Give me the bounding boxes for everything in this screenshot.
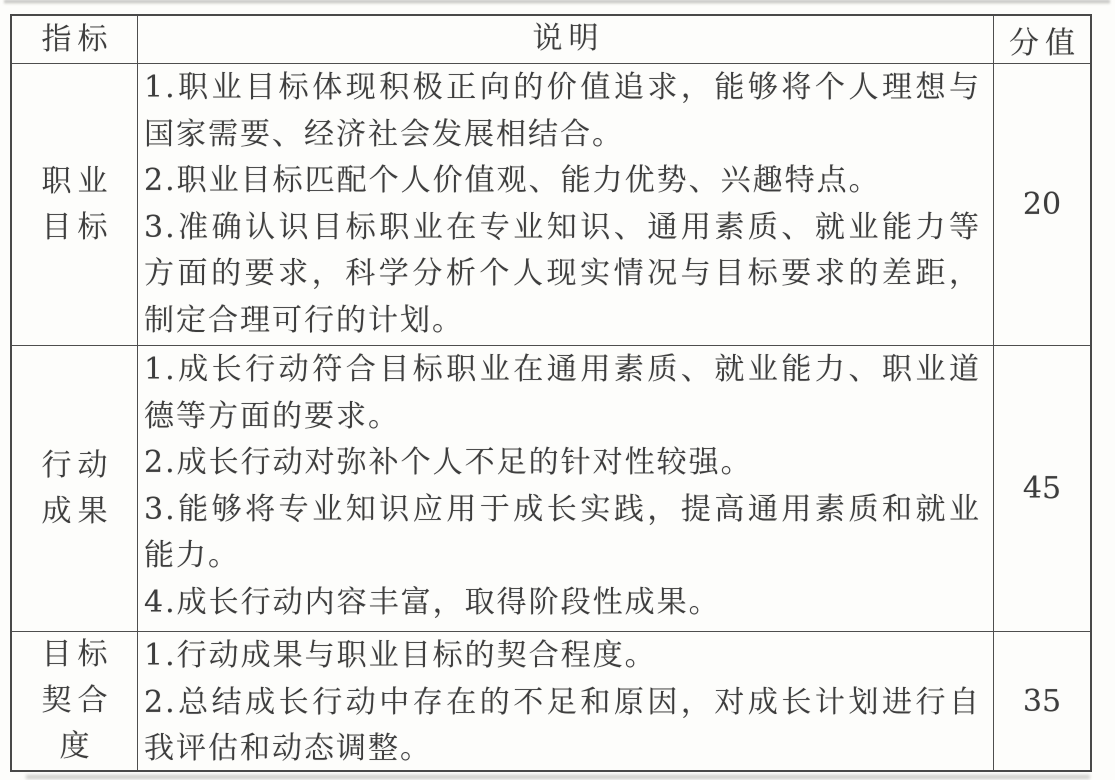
description-line: 3.能够将专业知识应用于成长实践，提高通用素质和就业 bbox=[144, 491, 981, 527]
indicator-cell bbox=[12, 346, 138, 631]
description-cell bbox=[138, 346, 994, 631]
description-line: 1.职业目标体现积极正向的价值追求，能够将个人理想与 bbox=[144, 70, 981, 105]
indicator-line: 契合 bbox=[41, 683, 114, 718]
header-score-label: 分值 bbox=[1009, 25, 1081, 61]
score-cell: 45 bbox=[1022, 471, 1062, 506]
indicator-cell bbox=[12, 64, 138, 345]
score-cell: 20 bbox=[1022, 187, 1062, 222]
header-indicator-label: 指标 bbox=[41, 21, 114, 57]
score-cell: 35 bbox=[1022, 683, 1062, 719]
description-line: 国家需要、经济社会发展相结合。 bbox=[144, 116, 624, 152]
description-line: 2.职业目标匹配个人价值观、能力优势、兴趣特点。 bbox=[144, 163, 881, 198]
description-line: 4.成长行动内容丰富，取得阶段性成果。 bbox=[144, 584, 721, 620]
description-line: 3.准确认识目标职业在专业知识、通用素质、就业能力等 bbox=[144, 209, 981, 245]
indicator-line: 行动 bbox=[41, 447, 114, 483]
description-line: 能力。 bbox=[144, 538, 240, 573]
description-line: 德等方面的要求。 bbox=[144, 398, 400, 434]
indicator-line: 成果 bbox=[41, 493, 114, 529]
scan-artifact-top bbox=[4, 0, 1110, 4]
table-row-action-results bbox=[12, 346, 1090, 632]
scan-artifact-bottom bbox=[26, 775, 1090, 779]
description-line: 2.成长行动对弥补个人不足的针对性较强。 bbox=[144, 445, 753, 480]
evaluation-rubric-table bbox=[10, 14, 1092, 772]
header-description bbox=[138, 16, 994, 63]
description-line: 方面的要求，科学分析个人现实情况与目标要求的差距， bbox=[144, 256, 981, 291]
description-line: 2.总结成长行动中存在的不足和原因，对成长计划进行自 bbox=[144, 684, 981, 720]
table-row-career-goal bbox=[12, 64, 1090, 346]
header-indicator bbox=[12, 16, 138, 63]
table-row-goal-fit bbox=[12, 632, 1090, 770]
indicator-line: 目标 bbox=[41, 637, 114, 672]
description-line: 1.成长行动符合目标职业在通用素质、就业能力、职业道 bbox=[144, 352, 981, 387]
indicator-line: 目标 bbox=[41, 209, 114, 245]
table-header-row bbox=[12, 16, 1090, 64]
description-line: 我评估和动态调整。 bbox=[144, 731, 432, 766]
header-score bbox=[994, 16, 1090, 63]
indicator-line: 职业 bbox=[41, 163, 114, 199]
indicator-cell bbox=[12, 632, 138, 770]
description-line: 制定合理可行的计划。 bbox=[144, 302, 464, 338]
indicator-line: 度 bbox=[59, 729, 96, 764]
description-cell bbox=[138, 64, 994, 345]
description-line: 1.行动成果与职业目标的契合程度。 bbox=[144, 638, 657, 673]
header-description-label: 说明 bbox=[532, 21, 605, 57]
description-cell bbox=[138, 632, 994, 770]
